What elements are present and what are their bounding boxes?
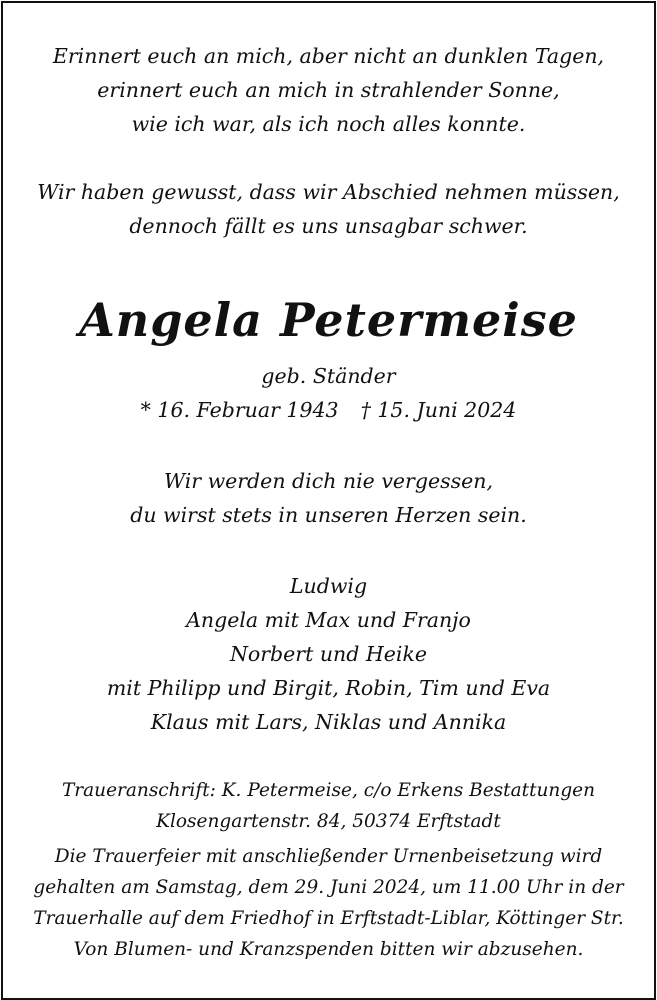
ceremony-line-1: Die Trauerfeier mit anschließender Urnenbeisetzung wird — [54, 846, 603, 867]
poem-line-1: Erinnert euch an mich, aber nicht an dunklen Tagen, — [52, 44, 605, 68]
ceremony-line-4: Von Blumen- und Kranzspenden bitten wir abzusehen. — [73, 939, 584, 960]
poem-line-2: erinnert euch an mich in strahlender Sonne, — [97, 78, 560, 102]
memorial-line-2: du wirst stets in unseren Herzen sein. — [130, 503, 527, 527]
maiden-name: geb. Ständer — [261, 364, 396, 388]
memorial-line-1: Wir werden dich nie vergessen, — [164, 469, 493, 493]
family-line-5: Klaus mit Lars, Niklas und Annika — [150, 710, 507, 734]
address-line-1: Traueranschrift: K. Petermeise, c/o Erkens Bestattungen — [61, 780, 596, 801]
family-line-1: Ludwig — [289, 574, 368, 598]
family-line-2: Angela mit Max und Franjo — [186, 608, 471, 632]
poem-line-4: Wir haben gewusst, dass wir Abschied nehmen müssen, — [37, 180, 620, 204]
death-date: † 15. Juni 2024 — [360, 398, 517, 422]
poem-line-5: dennoch fällt es uns unsagbar schwer. — [129, 214, 528, 238]
deceased-name: Angela Petermeise — [79, 293, 578, 347]
family-line-4: mit Philipp und Birgit, Robin, Tim und Eva — [106, 676, 551, 700]
life-dates — [0, 398, 657, 422]
address-line-2: Klosengartenstr. 84, 50374 Erftstadt — [156, 811, 501, 832]
ceremony-line-3: Trauerhalle auf dem Friedhof in Erftstadt-Liblar, Köttinger Str. — [33, 908, 624, 929]
poem-line-3: wie ich war, als ich noch alles konnte. — [131, 112, 526, 136]
family-line-3: Norbert und Heike — [229, 642, 428, 666]
ceremony-line-2: gehalten am Samstag, dem 29. Juni 2024, um 11.00 Uhr in der — [33, 877, 624, 898]
birth-date: * 16. Februar 1943 — [140, 398, 339, 422]
